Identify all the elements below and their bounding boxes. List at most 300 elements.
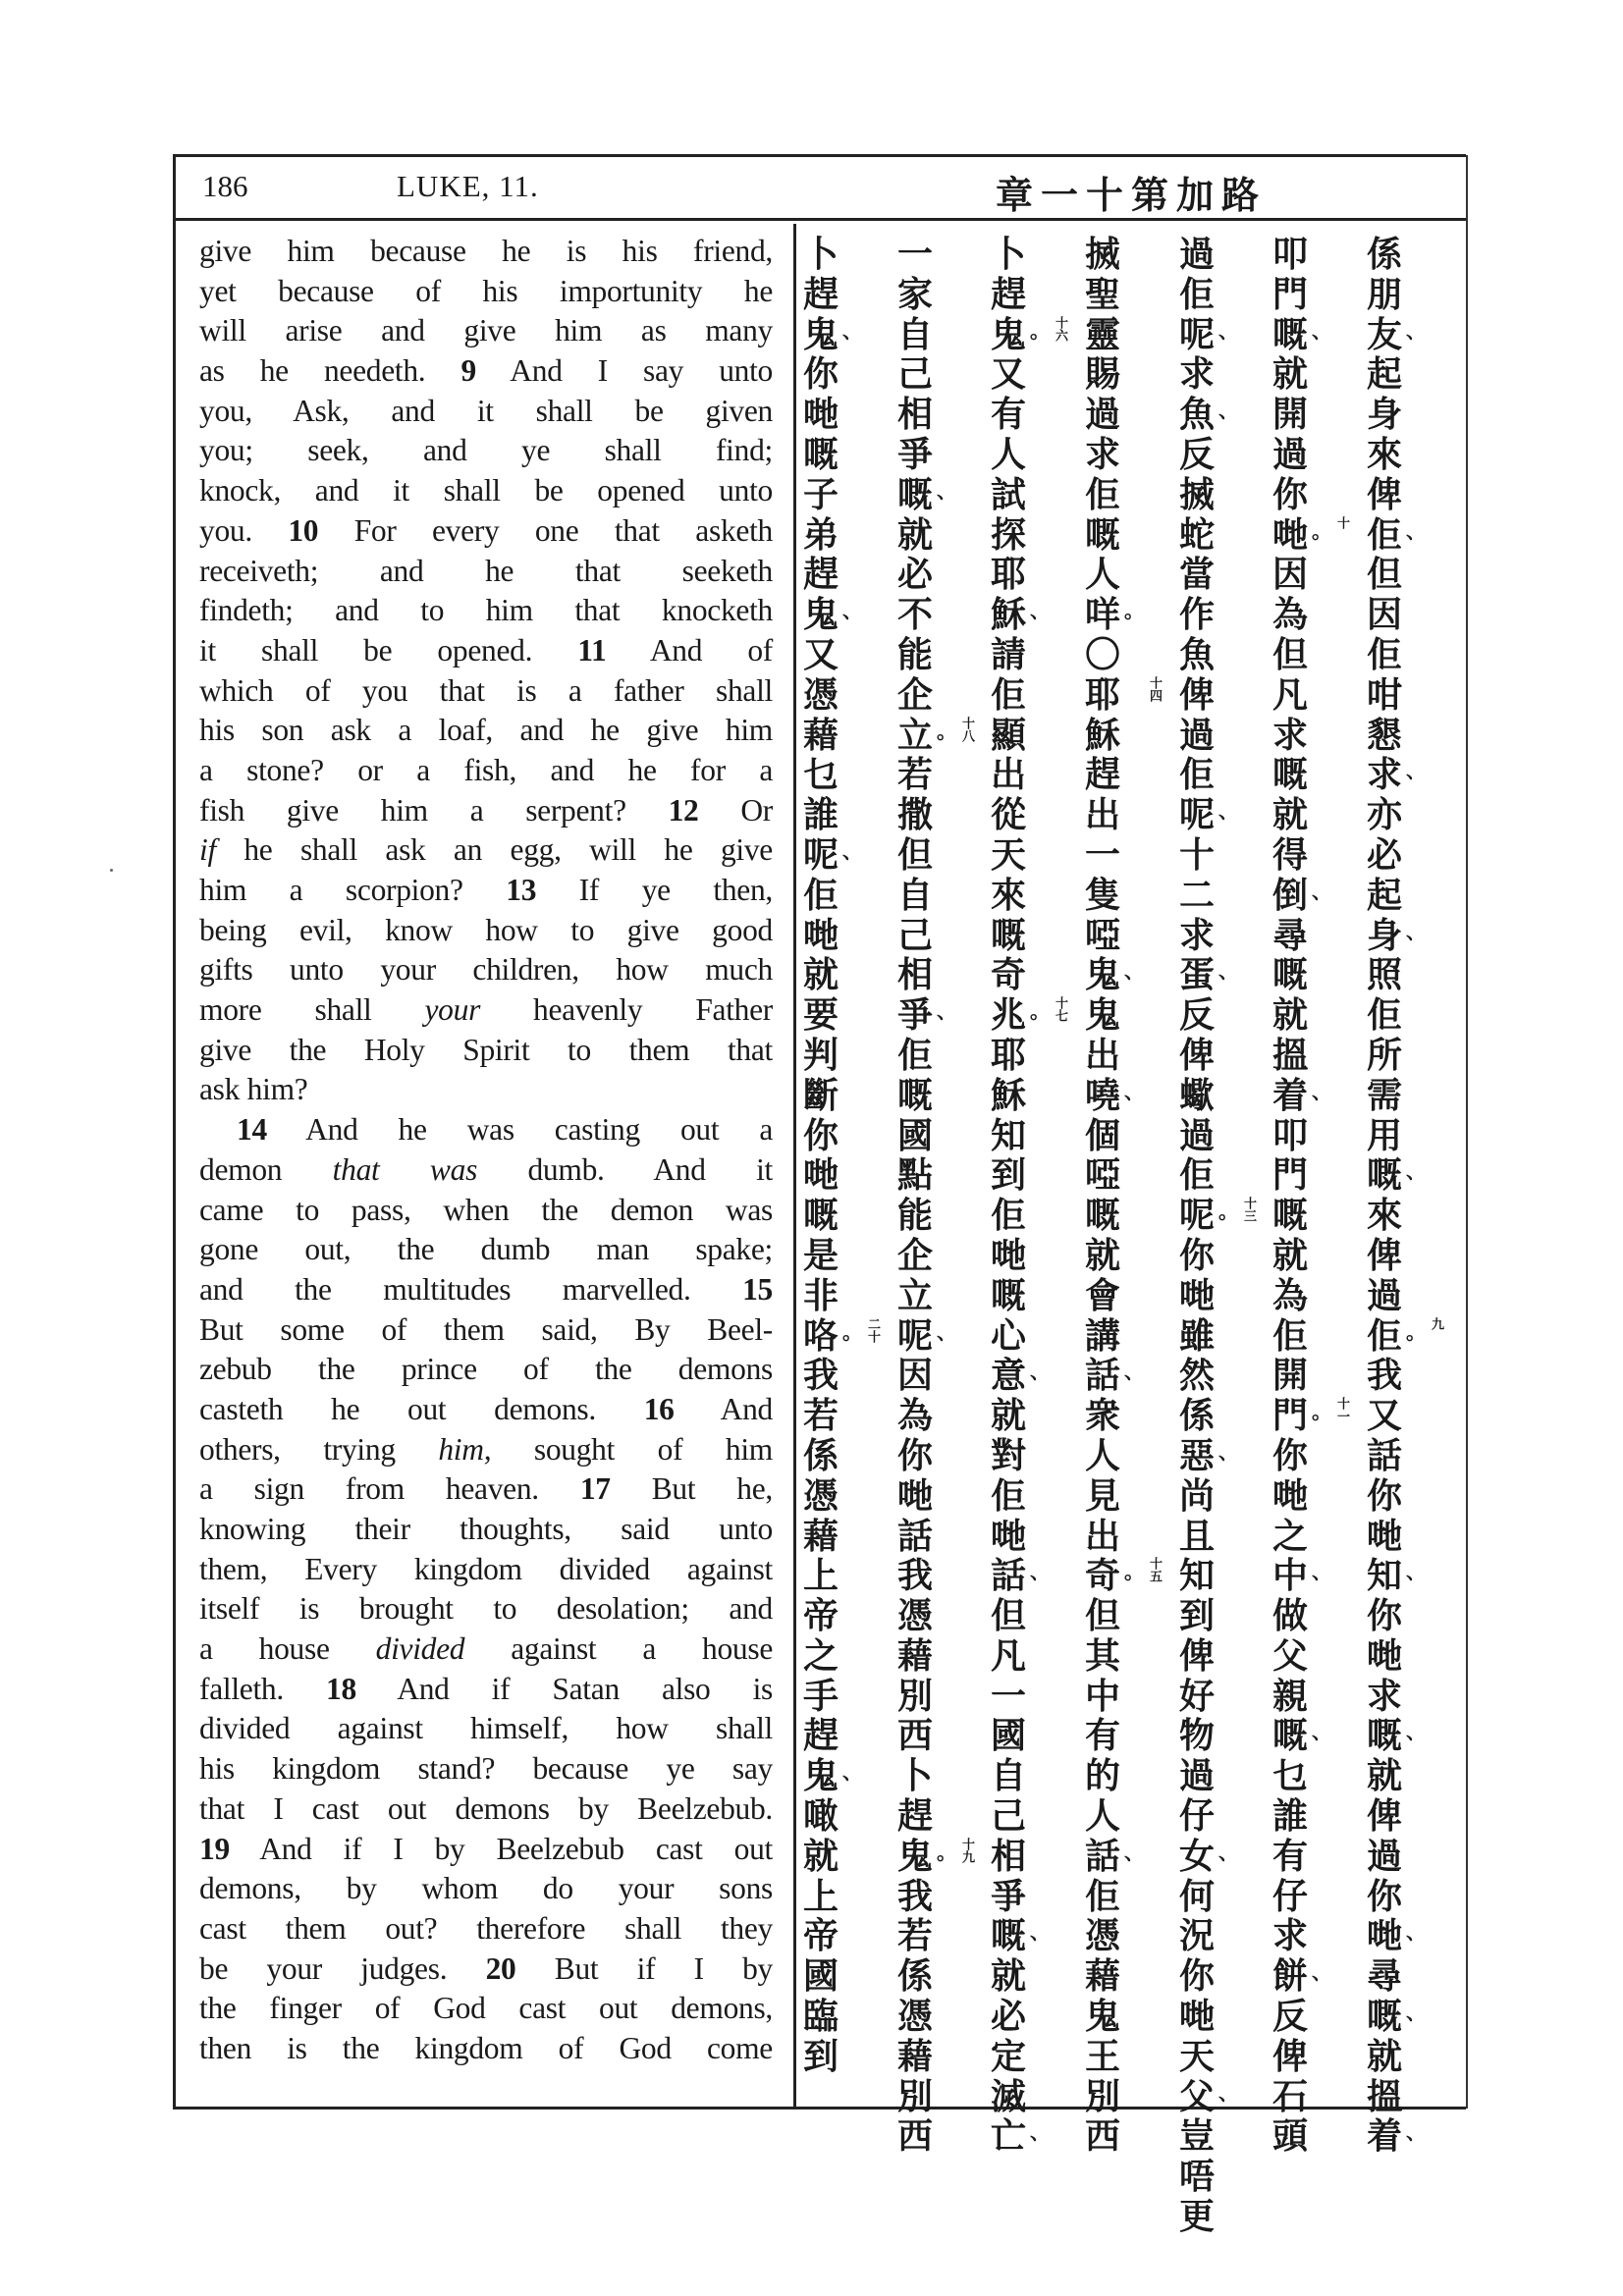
chinese-char xyxy=(803,1917,893,1957)
text-span: came to pass, when the demon was xyxy=(199,1192,773,1227)
text-line xyxy=(199,1869,773,1909)
text-span: knowing their thoughts, said unto xyxy=(199,1512,773,1546)
chinese-glyph: 藉 xyxy=(897,2036,934,2077)
chinese-char xyxy=(1367,956,1457,996)
chinese-char xyxy=(803,556,893,596)
verse-number: 十九 xyxy=(959,1837,974,1863)
chinese-glyph: 從 xyxy=(991,795,1027,836)
chinese-char xyxy=(1367,436,1457,476)
chinese-glyph: 話 xyxy=(991,1556,1027,1597)
chinese-glyph: 趕 xyxy=(991,274,1027,315)
chinese-glyph: 嘅 xyxy=(897,474,934,515)
chinese-glyph: 就 xyxy=(1367,2036,1403,2077)
text-span: For every one that asketh xyxy=(318,512,773,548)
chinese-glyph: 己 xyxy=(991,1796,1027,1838)
chinese-char xyxy=(897,717,988,757)
chinese-char xyxy=(991,396,1081,436)
chinese-glyph: 企 xyxy=(897,674,934,716)
chinese-glyph: 呢 xyxy=(1179,1196,1216,1237)
comma-mark: 、 xyxy=(1312,1079,1331,1103)
text-line xyxy=(199,791,773,831)
full-stop-mark: 。 xyxy=(937,1840,956,1864)
chinese-char xyxy=(991,996,1081,1037)
chinese-glyph: 呢 xyxy=(897,1315,934,1357)
chinese-glyph: 哋 xyxy=(1367,1916,1403,1957)
chinese-glyph: 憑 xyxy=(803,1475,839,1517)
chinese-char xyxy=(1367,1838,1457,1878)
chinese-char xyxy=(991,1397,1081,1437)
chinese-glyph: 倒 xyxy=(1272,875,1309,916)
chinese-glyph: 嘅 xyxy=(1085,1196,1121,1237)
chinese-glyph: 嘅 xyxy=(1272,1716,1309,1757)
chinese-glyph: 魚 xyxy=(1179,634,1216,675)
comma-mark: 、 xyxy=(1218,959,1238,984)
chinese-glyph: 女 xyxy=(1179,1836,1216,1877)
chinese-char xyxy=(897,436,988,476)
chinese-glyph: 起 xyxy=(1367,354,1403,396)
chinese-glyph: 俾 xyxy=(1272,2036,1309,2077)
chinese-glyph: 佢 xyxy=(803,875,839,916)
chinese-glyph: 咯 xyxy=(803,1315,839,1357)
chinese-glyph: 請 xyxy=(991,634,1027,675)
full-stop-mark: 。 xyxy=(1124,599,1144,623)
chinese-glyph: 耶 xyxy=(1085,674,1121,716)
full-stop-mark: 。 xyxy=(842,1319,862,1344)
chinese-glyph: 別 xyxy=(1085,2076,1121,2117)
chinese-glyph: 鬼 xyxy=(897,1836,934,1877)
chinese-char xyxy=(1179,796,1270,836)
chinese-char xyxy=(1272,556,1363,596)
chinese-glyph: 帝 xyxy=(803,1916,839,1957)
chinese-glyph: 自 xyxy=(897,314,934,355)
chinese-char xyxy=(1367,996,1457,1037)
chinese-char xyxy=(1367,2117,1457,2158)
chinese-glyph: 誰 xyxy=(803,795,839,836)
text-line xyxy=(199,591,773,631)
chinese-char xyxy=(1272,756,1363,796)
chinese-glyph: 到 xyxy=(1179,1596,1216,1637)
chinese-char xyxy=(1179,596,1270,636)
chinese-glyph: 來 xyxy=(1367,434,1403,475)
chinese-glyph: 出 xyxy=(1085,1035,1121,1076)
chinese-glyph: 佢 xyxy=(1367,514,1403,556)
chinese-char xyxy=(1367,796,1457,836)
chinese-char xyxy=(991,596,1081,636)
chinese-char xyxy=(991,1117,1081,1157)
chinese-glyph: 立 xyxy=(897,1275,934,1316)
chinese-glyph: 魚 xyxy=(1179,395,1216,436)
chinese-column xyxy=(897,236,988,2158)
comma-mark: 、 xyxy=(1406,518,1426,543)
header-rule xyxy=(173,218,1466,221)
chinese-glyph: 叩 xyxy=(1272,235,1309,275)
text-span: gone out, the dumb man spake; xyxy=(199,1232,773,1267)
text-line xyxy=(199,2029,773,2069)
comma-mark: 、 xyxy=(1218,399,1238,423)
chinese-glyph: 係 xyxy=(1367,235,1403,275)
chinese-char xyxy=(1272,2117,1363,2158)
chinese-char xyxy=(1179,1037,1270,1077)
chinese-char xyxy=(1272,1838,1363,1878)
chinese-char xyxy=(897,1757,988,1797)
comma-mark: 、 xyxy=(937,999,956,1024)
text-line xyxy=(199,830,773,871)
text-line xyxy=(199,1191,773,1231)
chinese-glyph: 卜 xyxy=(991,235,1027,275)
chinese-char xyxy=(1272,1477,1363,1518)
chinese-glyph: 佢 xyxy=(1085,1876,1121,1917)
chinese-char xyxy=(1085,1917,1175,1957)
text-line xyxy=(199,511,773,552)
chinese-char xyxy=(1179,756,1270,796)
chinese-glyph: 顯 xyxy=(991,715,1027,756)
page-header xyxy=(173,157,1463,218)
chinese-char xyxy=(1367,1277,1457,1317)
text-line xyxy=(199,471,773,511)
chinese-char xyxy=(1272,717,1363,757)
comma-mark: 、 xyxy=(1030,1360,1050,1384)
chinese-glyph: 開 xyxy=(1272,395,1309,436)
chinese-glyph: 趕 xyxy=(803,1716,839,1757)
chinese-glyph: 但 xyxy=(897,834,934,876)
chinese-char xyxy=(803,717,893,757)
chinese-glyph: 佢 xyxy=(991,674,1027,716)
text-span: But he, xyxy=(610,1471,773,1507)
chinese-glyph: 為 xyxy=(1272,1275,1309,1316)
chinese-char xyxy=(803,1156,893,1197)
verse-number: 十三 xyxy=(1241,1197,1256,1223)
chinese-char xyxy=(1085,877,1175,917)
chinese-glyph: 係 xyxy=(897,1956,934,1998)
chinese-glyph: 尚 xyxy=(1179,1475,1216,1517)
verse-number: 十 xyxy=(1334,515,1349,529)
chinese-glyph: 尋 xyxy=(1272,915,1309,956)
text-span: give the Holy Spirit to them that xyxy=(199,1032,773,1067)
chinese-glyph: 物 xyxy=(1179,1716,1216,1757)
chinese-char xyxy=(1085,1277,1175,1317)
chinese-char xyxy=(1085,1397,1175,1437)
chinese-glyph: 乜 xyxy=(1272,1756,1309,1797)
chinese-glyph: 嘅 xyxy=(1367,1716,1403,1757)
chinese-char xyxy=(991,636,1081,676)
chinese-char xyxy=(991,436,1081,476)
chinese-glyph: 俾 xyxy=(1179,1635,1216,1677)
chinese-char xyxy=(1367,1156,1457,1197)
text-line xyxy=(199,1031,773,1071)
text-span: And if Satan also is xyxy=(355,1671,773,1706)
chinese-char xyxy=(991,956,1081,996)
text-span: sought of him xyxy=(491,1431,773,1467)
chinese-char xyxy=(1179,1518,1270,1558)
chinese-char xyxy=(1272,1437,1363,1477)
text-line xyxy=(199,1150,773,1191)
verse-number: 十一 xyxy=(1334,1397,1349,1423)
chinese-char xyxy=(1085,236,1175,276)
chinese-char xyxy=(1367,1878,1457,1918)
chinese-char xyxy=(1179,1838,1270,1878)
chinese-glyph: 國 xyxy=(991,1716,1027,1757)
chinese-glyph: 有 xyxy=(1085,1716,1121,1757)
chinese-char xyxy=(803,1357,893,1397)
chinese-glyph: 賜 xyxy=(1085,354,1121,396)
chinese-char xyxy=(1272,1077,1363,1117)
chinese-char xyxy=(991,1197,1081,1237)
chinese-glyph: 心 xyxy=(991,1315,1027,1357)
chinese-glyph: 知 xyxy=(1367,1556,1403,1597)
chinese-glyph: 探 xyxy=(991,514,1027,556)
chinese-glyph: 蛇 xyxy=(1179,514,1216,556)
chinese-glyph: 點 xyxy=(897,1155,934,1197)
chinese-char xyxy=(897,1237,988,1277)
chinese-glyph: 天 xyxy=(991,834,1027,876)
chinese-char xyxy=(897,1156,988,1197)
text-span: receiveth; and he that seeketh xyxy=(199,553,773,588)
chinese-glyph: 試 xyxy=(991,474,1027,515)
chinese-char xyxy=(1179,1117,1270,1157)
chinese-glyph: 哋 xyxy=(1179,1997,1216,2038)
paragraph-mark xyxy=(1085,636,1175,676)
comma-mark: 、 xyxy=(937,1319,956,1344)
chinese-char xyxy=(897,1077,988,1117)
chinese-char xyxy=(1272,1397,1363,1437)
text-line xyxy=(199,990,773,1031)
chinese-glyph: 你 xyxy=(1272,474,1309,515)
chinese-glyph: 亡 xyxy=(991,2116,1027,2158)
chinese-glyph: 要 xyxy=(803,995,839,1037)
chinese-char xyxy=(1085,1357,1175,1397)
chinese-char xyxy=(1272,996,1363,1037)
chinese-glyph: 哋 xyxy=(1272,514,1309,556)
text-line xyxy=(199,911,773,951)
chinese-char xyxy=(1367,636,1457,676)
chinese-char xyxy=(803,436,893,476)
chinese-char xyxy=(1179,1477,1270,1518)
full-stop-mark: 。 xyxy=(937,719,956,743)
chinese-glyph: 哋 xyxy=(1179,1275,1216,1316)
chinese-glyph: 憑 xyxy=(897,1596,934,1637)
chinese-glyph: 憑 xyxy=(803,674,839,716)
chinese-glyph: 呢 xyxy=(1179,314,1216,355)
text-span: his kingdom stand? because ye say xyxy=(199,1751,773,1787)
chinese-char xyxy=(1179,1557,1270,1597)
chinese-glyph: 穌 xyxy=(991,1075,1027,1116)
chinese-char xyxy=(803,476,893,516)
verse-number: 十八 xyxy=(959,716,974,742)
chinese-char xyxy=(897,2078,988,2118)
chinese-char xyxy=(991,1237,1081,1277)
chinese-glyph: 蠍 xyxy=(1179,1075,1216,1116)
chinese-glyph: 過 xyxy=(1179,1115,1216,1156)
chinese-char xyxy=(1085,717,1175,757)
chinese-glyph: 俾 xyxy=(1179,674,1216,716)
chinese-char xyxy=(1272,1117,1363,1157)
chinese-char xyxy=(1179,1397,1270,1437)
chinese-char xyxy=(1179,2158,1270,2198)
chinese-char xyxy=(1085,796,1175,836)
chinese-glyph: 反 xyxy=(1179,434,1216,475)
verse-number: 九 xyxy=(1429,1316,1443,1330)
text-line xyxy=(199,1070,773,1110)
chinese-char xyxy=(1272,1037,1363,1077)
text-line xyxy=(199,1550,773,1590)
chinese-char xyxy=(1179,1156,1270,1197)
verse-number: 18 xyxy=(326,1671,356,1706)
chinese-char xyxy=(1367,756,1457,796)
chinese-char xyxy=(1179,1678,1270,1718)
chinese-char xyxy=(991,756,1081,796)
text-span: casteth he out demons. xyxy=(199,1391,644,1426)
chinese-char xyxy=(803,1557,893,1597)
chinese-glyph: 來 xyxy=(991,875,1027,916)
text-span: yet because of his importunity he xyxy=(199,273,773,308)
chinese-char xyxy=(897,556,988,596)
chinese-glyph: 嘅 xyxy=(991,1916,1027,1957)
chinese-glyph: 鬼 xyxy=(1085,955,1121,996)
chinese-glyph: 判 xyxy=(803,1035,839,1076)
chinese-glyph: 呢 xyxy=(803,834,839,876)
chinese-char xyxy=(803,1037,893,1077)
chinese-glyph: 兆 xyxy=(991,995,1027,1037)
text-span: a sign from heaven. xyxy=(199,1471,580,1507)
text-span: and the multitudes marvelled. xyxy=(199,1271,743,1307)
chinese-char xyxy=(1367,316,1457,356)
text-span: give him because he is his friend, xyxy=(199,234,773,268)
text-line xyxy=(199,1310,773,1351)
chinese-char xyxy=(1272,877,1363,917)
comma-mark: 、 xyxy=(1218,799,1238,824)
chinese-char xyxy=(1179,1197,1270,1237)
chinese-char xyxy=(1179,1437,1270,1477)
page-number: 186 xyxy=(202,169,248,203)
text-span: them, Every kingdom divided against xyxy=(199,1551,773,1586)
chinese-char xyxy=(1367,1597,1457,1637)
chinese-glyph: 開 xyxy=(1272,1356,1309,1397)
chinese-char xyxy=(1179,2198,1270,2238)
chinese-glyph: 中 xyxy=(1085,1676,1121,1717)
chinese-glyph: 卜 xyxy=(803,235,839,275)
chinese-glyph: 父 xyxy=(1179,2076,1216,2117)
chinese-glyph: 豈 xyxy=(1179,2116,1216,2158)
chinese-char xyxy=(1272,1237,1363,1277)
chinese-glyph: 過 xyxy=(1179,715,1216,756)
chinese-char xyxy=(803,1637,893,1678)
chinese-char xyxy=(897,1597,988,1637)
chinese-char xyxy=(1367,1717,1457,1757)
chinese-char xyxy=(991,1037,1081,1077)
chinese-char xyxy=(1179,436,1270,476)
chinese-glyph: 嘅 xyxy=(1272,755,1309,796)
chinese-char xyxy=(1179,1317,1270,1358)
chinese-glyph: 餅 xyxy=(1272,1956,1309,1998)
chinese-glyph: 是 xyxy=(803,1235,839,1276)
chinese-glyph: 過 xyxy=(1179,235,1216,275)
chinese-glyph: 誰 xyxy=(1272,1796,1309,1838)
chinese-char xyxy=(897,516,988,557)
chinese-glyph: 你 xyxy=(1367,1876,1403,1917)
chinese-glyph: 求 xyxy=(1085,434,1121,475)
chinese-glyph: 作 xyxy=(1179,595,1216,636)
chinese-char xyxy=(1272,636,1363,676)
chinese-glyph: 搵 xyxy=(1272,1035,1309,1076)
chinese-glyph: 爭 xyxy=(991,1876,1027,1917)
text-span: gifts unto your children, how much xyxy=(199,952,773,988)
chinese-char xyxy=(991,236,1081,276)
chinese-column xyxy=(1179,236,1270,2238)
italic-text: him, xyxy=(438,1431,492,1467)
chinese-char xyxy=(803,1678,893,1718)
chinese-glyph: 上 xyxy=(803,1876,839,1917)
chinese-char xyxy=(991,917,1081,957)
chinese-char xyxy=(1179,316,1270,356)
chinese-char xyxy=(1272,396,1363,436)
chinese-char xyxy=(803,1277,893,1317)
text-span: he shall ask an egg, will he give xyxy=(215,832,773,868)
comma-mark: 、 xyxy=(1218,1840,1238,1864)
chinese-glyph: 嘅 xyxy=(1272,1196,1309,1237)
chinese-glyph: 弟 xyxy=(803,514,839,556)
chinese-glyph: 就 xyxy=(1272,354,1309,396)
chinese-char xyxy=(1085,1717,1175,1757)
chinese-glyph: 奇 xyxy=(1085,1556,1121,1597)
verse-number: 19 xyxy=(199,1831,230,1866)
chinese-char xyxy=(897,1637,988,1678)
chinese-glyph: 因 xyxy=(897,1356,934,1397)
text-span: will arise and give him as many xyxy=(199,313,773,348)
text-line xyxy=(199,431,773,471)
chinese-glyph: 咩 xyxy=(1085,595,1121,636)
text-span: fish give him a serpent? xyxy=(199,792,669,828)
chinese-glyph: 來 xyxy=(1367,1196,1403,1237)
chinese-char xyxy=(803,676,893,717)
chinese-glyph: 出 xyxy=(991,755,1027,796)
comma-mark: 、 xyxy=(1312,879,1331,903)
chinese-char xyxy=(1085,1117,1175,1157)
chinese-char xyxy=(1367,1757,1457,1797)
chinese-char xyxy=(803,1998,893,2038)
chinese-char xyxy=(897,1437,988,1477)
chinese-char xyxy=(1085,1317,1175,1358)
chinese-glyph: 佢 xyxy=(1367,995,1403,1037)
chinese-glyph: 照 xyxy=(1367,955,1403,996)
text-span: the finger of God cast out demons, xyxy=(199,1991,773,2026)
chinese-char xyxy=(1179,1957,1270,1998)
chinese-glyph: 好 xyxy=(1179,1676,1216,1717)
chinese-glyph: 撒 xyxy=(897,795,934,836)
chinese-char xyxy=(1085,316,1175,356)
chinese-char xyxy=(1272,1757,1363,1797)
chinese-char xyxy=(1367,276,1457,316)
chinese-glyph: 到 xyxy=(991,1155,1027,1197)
italic-text: your xyxy=(424,992,481,1028)
chinese-glyph: 嘅 xyxy=(1272,314,1309,355)
text-line xyxy=(199,1670,773,1710)
chinese-column xyxy=(803,236,893,2078)
chinese-char xyxy=(1272,2078,1363,2118)
chinese-char xyxy=(897,596,988,636)
text-line xyxy=(199,1749,773,1789)
chinese-char xyxy=(1179,1077,1270,1117)
verse-number: 十四 xyxy=(1147,675,1162,702)
text-span: divided against himself, how shall xyxy=(199,1711,773,1746)
chinese-glyph: 衆 xyxy=(1085,1396,1121,1437)
chinese-char xyxy=(803,1437,893,1477)
chinese-glyph: 搵 xyxy=(1367,2076,1403,2117)
chinese-char xyxy=(1085,756,1175,796)
chinese-glyph: 係 xyxy=(1179,1396,1216,1437)
chinese-glyph: 過 xyxy=(1367,1275,1403,1316)
chinese-char xyxy=(1085,836,1175,877)
chinese-char xyxy=(1179,1878,1270,1918)
